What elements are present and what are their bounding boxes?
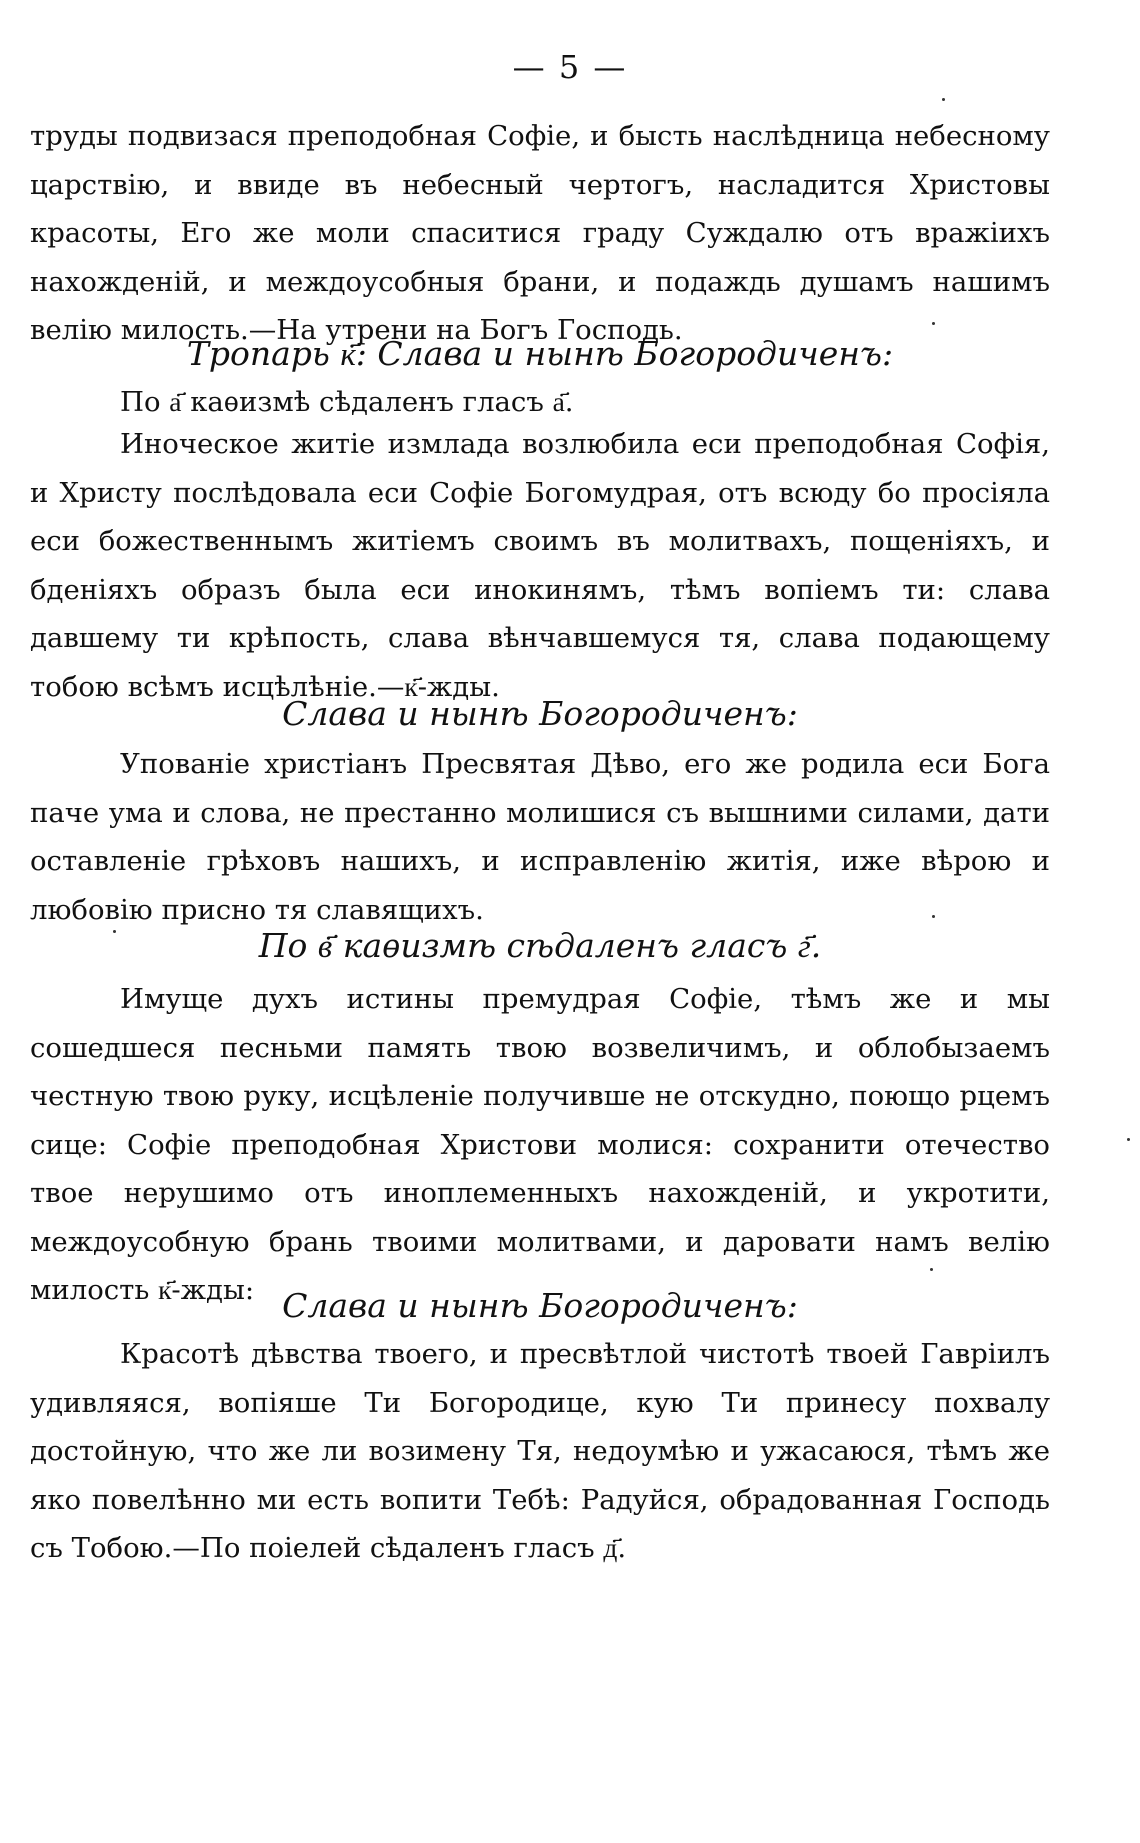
intro-text: труды подвизася преподобная Софіе, и бысть наслѣдница небесному царствію, и ввиде въ небесный чертогъ, насладится Христовы красоты, Его же моли спаситися граду Суждалю отъ вражіихъ нахожденій, и междоусобныя брани, и подаждь душамъ нашимъ велію милость.—На утрени на Богъ Господь. bbox=[30, 120, 1050, 346]
print-speck bbox=[932, 915, 935, 918]
paragraph-monastic-life bbox=[30, 420, 1050, 711]
paragraph-beauty bbox=[30, 1330, 1050, 1573]
paragraph-3-text: Имуще духъ истины премудрая Софіе, тѣмъ же и мы сошедшеся песньми память твою возвеличимъ, и облобызаемъ честную твою руку, исцѣленіе получившe не отскудно, поющо рцемъ сице: Софіе преподобная Христови молися: сохранити отечество твое нерушимо отъ иноплеменныхъ нахожденій, и укротити, междоусобную брань твоими молитвами, и даровати намъ велію милость к҃-жды: bbox=[30, 983, 1050, 1306]
intro-paragraph bbox=[30, 112, 1050, 355]
paragraph-hope bbox=[30, 740, 1050, 934]
paragraph-wisdom bbox=[30, 975, 1050, 1315]
subline-kathisma-1: По а҃ каѳизмѣ сѣдаленъ гласъ а҃. bbox=[120, 386, 574, 418]
print-speck bbox=[930, 1268, 933, 1271]
heading-kathisma-2: По в҃ каѳизмѣ сѣдаленъ гласъ г҃. bbox=[258, 926, 822, 965]
print-speck bbox=[942, 98, 945, 101]
paragraph-4-text: Красотѣ дѣвства твоего, и пресвѣтлой чистотѣ твоей Гавріилъ удивляяся, вопіяше Ти Богородице, кую Ти принесу похвалу достойную, что же ли возимену Тя, недоумѣю и ужасаюся, тѣмъ же яко повелѣнно ми есть вопити Тебѣ: Радуйся, обрадованная Господь съ Тобою.—По поіелей сѣдаленъ гласъ д҃. bbox=[30, 1338, 1050, 1564]
print-speck bbox=[932, 322, 935, 325]
paragraph-2-text: Упованіе христіанъ Пресвятая Дѣво, его же родила еси Бога паче ума и слова, не престанно молишися съ вышними силами, дати оставленіе грѣховъ нашихъ, и исправленію житія, иже вѣрою и любовію присно тя славящихъ. bbox=[30, 748, 1050, 926]
heading-glory-1: Слава и нынѣ Богородиченъ: bbox=[282, 694, 798, 733]
print-speck bbox=[1127, 1138, 1130, 1141]
page-number: — 5 — bbox=[512, 48, 628, 86]
heading-glory-2: Слава и нынѣ Богородиченъ: bbox=[282, 1286, 798, 1325]
print-speck bbox=[113, 930, 116, 933]
paragraph-1-text: Иноческое житіе измлада возлюбила еси преподобная Софія, и Христу послѣдовала еси Софіе Богомудрая, отъ всюду бо просіяла еси божественнымъ житіемъ своимъ въ молитвахъ, пощеніяхъ, и бденіяхъ образъ была еси инокинямъ, тѣмъ вопіемъ ти: слава давшему ти крѣпость, слава вѣнчавшемуся тя, слава подающему тобою всѣмъ исцѣлѣніе.—к҃-жды. bbox=[30, 428, 1050, 703]
heading-troparion: Тропарь к҃: Слава и нынѣ Богородиченъ: bbox=[186, 334, 894, 373]
